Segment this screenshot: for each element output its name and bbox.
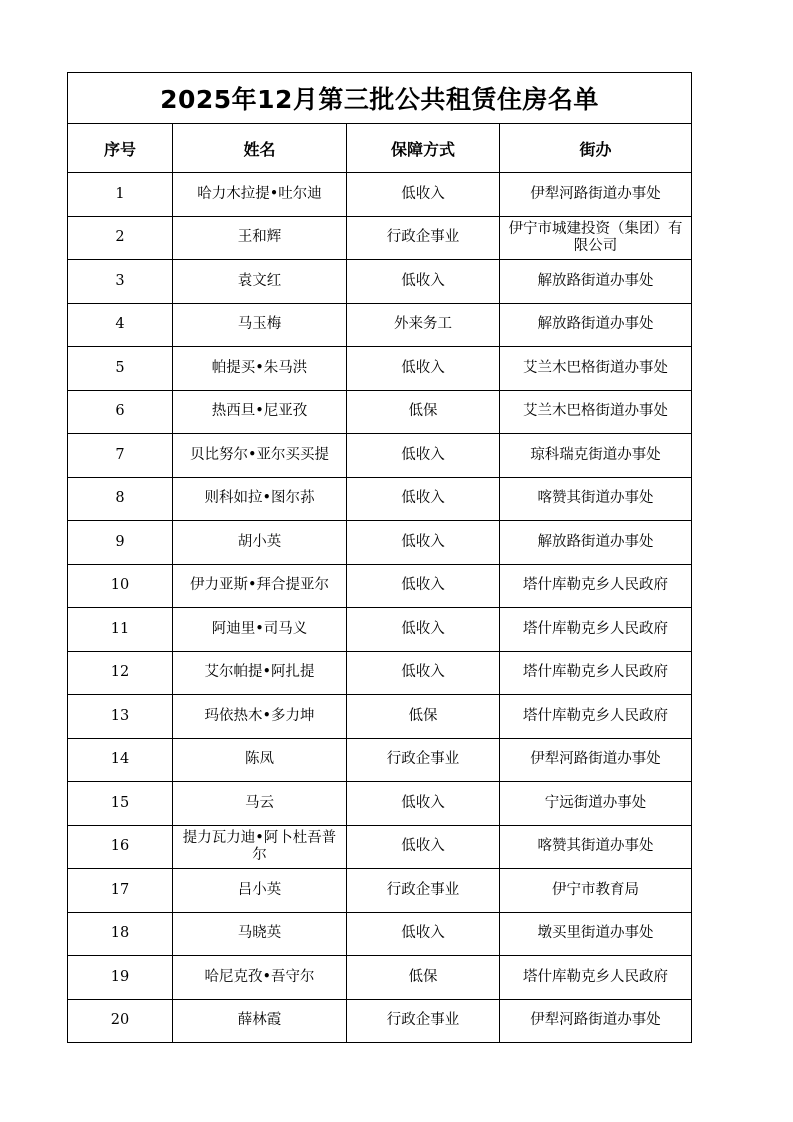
table-header-row: [68, 124, 692, 173]
cell-subdistrict-office: 宁远街道办事处: [500, 782, 692, 826]
cell-subdistrict-office: 塔什库勒克乡人民政府: [500, 956, 692, 1000]
cell-subdistrict-office: 伊犁河路街道办事处: [500, 999, 692, 1043]
cell-subdistrict-office: 喀赞其街道办事处: [500, 477, 692, 521]
cell-support-type: 低保: [347, 956, 500, 1000]
table-row: [68, 651, 692, 695]
table-row: [68, 999, 692, 1043]
cell-name: 帕提买•朱马洪: [173, 347, 347, 391]
cell-serial-number: 20: [68, 999, 173, 1043]
cell-name: 吕小英: [173, 869, 347, 913]
table-row: [68, 347, 692, 391]
cell-support-type: 低收入: [347, 477, 500, 521]
cell-support-type: 低收入: [347, 912, 500, 956]
cell-name: 陈凤: [173, 738, 347, 782]
cell-serial-number: 15: [68, 782, 173, 826]
table-row: [68, 390, 692, 434]
cell-support-type: 外来务工: [347, 303, 500, 347]
cell-serial-number: 4: [68, 303, 173, 347]
table-row: [68, 173, 692, 217]
cell-serial-number: 13: [68, 695, 173, 739]
table-row: [68, 477, 692, 521]
cell-serial-number: 3: [68, 260, 173, 304]
cell-serial-number: 16: [68, 825, 173, 869]
cell-subdistrict-office: 琼科瑞克街道办事处: [500, 434, 692, 478]
cell-serial-number: 18: [68, 912, 173, 956]
cell-subdistrict-office: 伊犁河路街道办事处: [500, 173, 692, 217]
cell-subdistrict-office: 墩买里街道办事处: [500, 912, 692, 956]
cell-serial-number: 12: [68, 651, 173, 695]
cell-serial-number: 5: [68, 347, 173, 391]
cell-support-type: 低收入: [347, 173, 500, 217]
cell-subdistrict-office: 艾兰木巴格街道办事处: [500, 347, 692, 391]
cell-name: 王和辉: [173, 216, 347, 260]
table-row: [68, 912, 692, 956]
cell-serial-number: 6: [68, 390, 173, 434]
cell-name: 哈尼克孜•吾守尔: [173, 956, 347, 1000]
table-row: [68, 434, 692, 478]
cell-name: 热西旦•尼亚孜: [173, 390, 347, 434]
housing-list-table: [67, 72, 692, 1043]
cell-support-type: 行政企事业: [347, 216, 500, 260]
cell-serial-number: 8: [68, 477, 173, 521]
cell-name: 则科如拉•图尔荪: [173, 477, 347, 521]
header-serial-number: 序号: [68, 124, 173, 173]
table-row: [68, 956, 692, 1000]
cell-name: 袁文红: [173, 260, 347, 304]
header-name: 姓名: [173, 124, 347, 173]
cell-name: 马玉梅: [173, 303, 347, 347]
cell-name: 伊力亚斯•拜合提亚尔: [173, 564, 347, 608]
cell-serial-number: 17: [68, 869, 173, 913]
cell-subdistrict-office: 塔什库勒克乡人民政府: [500, 695, 692, 739]
cell-subdistrict-office: 塔什库勒克乡人民政府: [500, 651, 692, 695]
cell-support-type: 低保: [347, 390, 500, 434]
cell-support-type: 低收入: [347, 434, 500, 478]
cell-subdistrict-office: 喀赞其街道办事处: [500, 825, 692, 869]
cell-name: 提力瓦力迪•阿卜杜吾普尔: [173, 825, 347, 869]
table-row: [68, 869, 692, 913]
cell-serial-number: 19: [68, 956, 173, 1000]
cell-serial-number: 2: [68, 216, 173, 260]
table-row: [68, 521, 692, 565]
cell-subdistrict-office: 塔什库勒克乡人民政府: [500, 564, 692, 608]
cell-subdistrict-office: 解放路街道办事处: [500, 260, 692, 304]
cell-name: 阿迪里•司马义: [173, 608, 347, 652]
header-subdistrict-office: 街办: [500, 124, 692, 173]
cell-support-type: 低收入: [347, 564, 500, 608]
cell-name: 贝比努尔•亚尔买买提: [173, 434, 347, 478]
cell-support-type: 低收入: [347, 608, 500, 652]
cell-name: 玛依热木•多力坤: [173, 695, 347, 739]
cell-support-type: 低收入: [347, 521, 500, 565]
cell-subdistrict-office: 塔什库勒克乡人民政府: [500, 608, 692, 652]
cell-name: 艾尔帕提•阿扎提: [173, 651, 347, 695]
table-row: [68, 303, 692, 347]
table-row: [68, 564, 692, 608]
cell-name: 马云: [173, 782, 347, 826]
document-title: 2025年12月第三批公共租赁住房名单: [68, 73, 692, 124]
cell-support-type: 低收入: [347, 347, 500, 391]
table-row: [68, 695, 692, 739]
cell-name: 马晓英: [173, 912, 347, 956]
table-row: [68, 825, 692, 869]
cell-support-type: 低保: [347, 695, 500, 739]
cell-serial-number: 10: [68, 564, 173, 608]
cell-serial-number: 1: [68, 173, 173, 217]
cell-support-type: 低收入: [347, 825, 500, 869]
cell-support-type: 低收入: [347, 260, 500, 304]
cell-subdistrict-office: 伊犁河路街道办事处: [500, 738, 692, 782]
cell-subdistrict-office: 伊宁市城建投资（集团）有限公司: [500, 216, 692, 260]
cell-serial-number: 9: [68, 521, 173, 565]
cell-name: 薛林霞: [173, 999, 347, 1043]
table-row: [68, 738, 692, 782]
cell-support-type: 低收入: [347, 651, 500, 695]
cell-support-type: 行政企事业: [347, 869, 500, 913]
cell-serial-number: 11: [68, 608, 173, 652]
header-support-type: 保障方式: [347, 124, 500, 173]
cell-support-type: 行政企事业: [347, 738, 500, 782]
cell-serial-number: 14: [68, 738, 173, 782]
cell-subdistrict-office: 解放路街道办事处: [500, 521, 692, 565]
cell-subdistrict-office: 伊宁市教育局: [500, 869, 692, 913]
cell-subdistrict-office: 艾兰木巴格街道办事处: [500, 390, 692, 434]
cell-name: 哈力木拉提•吐尔迪: [173, 173, 347, 217]
table-row: [68, 216, 692, 260]
table-row: [68, 782, 692, 826]
table-row: [68, 608, 692, 652]
cell-name: 胡小英: [173, 521, 347, 565]
cell-support-type: 行政企事业: [347, 999, 500, 1043]
table-row: [68, 260, 692, 304]
cell-subdistrict-office: 解放路街道办事处: [500, 303, 692, 347]
cell-serial-number: 7: [68, 434, 173, 478]
cell-support-type: 低收入: [347, 782, 500, 826]
